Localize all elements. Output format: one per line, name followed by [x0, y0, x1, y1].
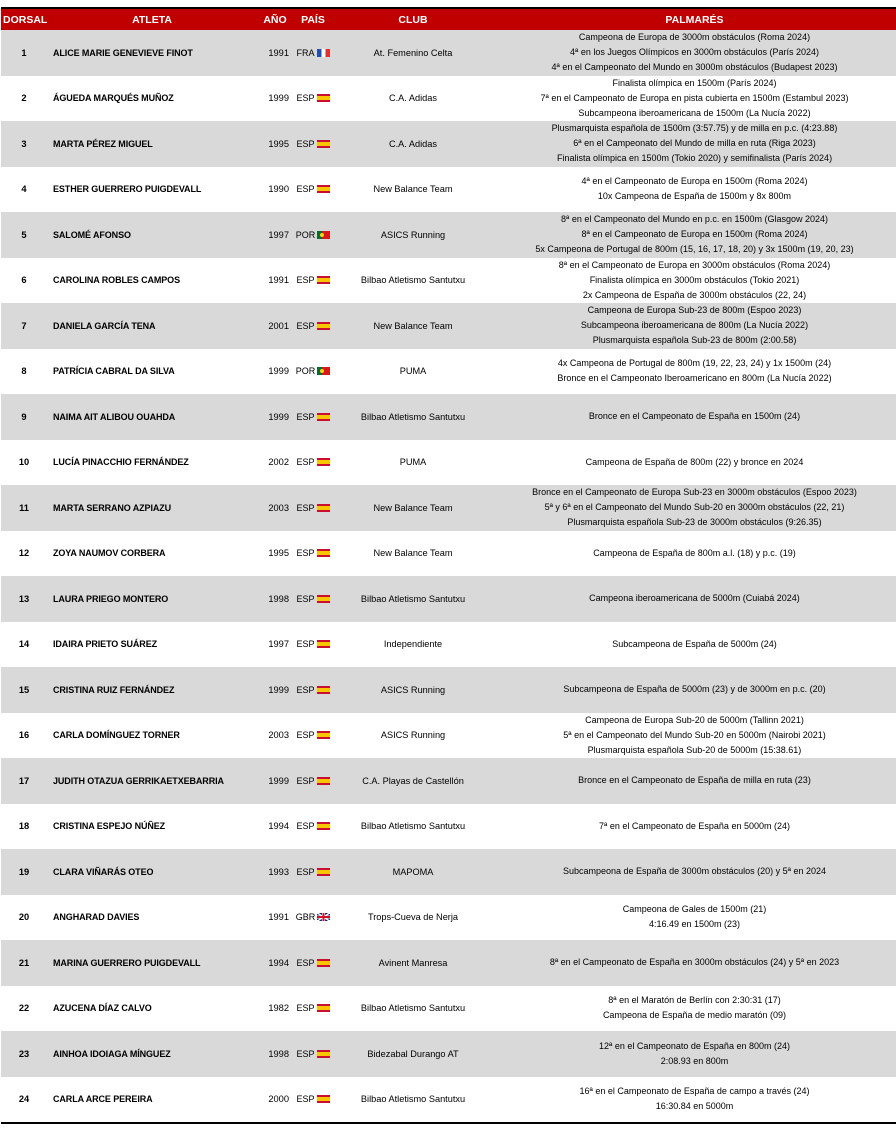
dorsal-cell: 6: [21, 275, 27, 286]
club-cell: PUMA: [399, 366, 427, 377]
dorsal-cell: 15: [18, 684, 30, 695]
club-cell: Independiente: [383, 639, 443, 650]
country-code: ESP: [296, 457, 315, 468]
country-cell: [293, 1003, 333, 1013]
dorsal-cell: 21: [18, 957, 30, 968]
country-cell: [293, 730, 333, 740]
palmares-cell: [493, 174, 896, 204]
dorsal-cell: 24: [18, 1094, 30, 1105]
country-cell: [293, 503, 333, 513]
country-code: ESP: [296, 866, 315, 877]
palmares-line: Bronce en el Campeonato de Europa Sub-23 en 3000m obstáculos (Espoo 2023): [532, 487, 857, 498]
palmares-line: 6ª en el Campeonato del Mundo de milla en ruta (Riga 2023): [573, 138, 816, 149]
palmares-cell: [493, 637, 896, 652]
country-code: ESP: [296, 1048, 315, 1059]
country-code: ESP: [296, 593, 315, 604]
country-cell: [293, 548, 333, 558]
palmares-line: 7ª en el Campeonato de España en 5000m (24): [599, 820, 790, 831]
country-cell: [293, 321, 333, 331]
palmares-line: Subcampeona de España de 5000m (24): [612, 638, 777, 649]
palmares-cell: [493, 485, 896, 530]
palmares-line: 8ª en el Campeonato del Mundo en p.c. en 1500m (Glasgow 2024): [561, 214, 828, 225]
table-row: [1, 440, 896, 486]
palmares-line: Campeona de Europa de 3000m obstáculos (Roma 2024): [578, 32, 811, 43]
club-cell: Bilbao Atletismo Santutxu: [360, 1003, 466, 1014]
birth-year: 2000: [268, 1094, 289, 1105]
dorsal-cell: 12: [18, 548, 30, 559]
country-code: ESP: [296, 639, 315, 650]
palmares-line: 5x Campeona de Portugal de 800m (15, 16, 17, 18, 20) y 3x 1500m (19, 20, 23): [535, 244, 854, 255]
table-row: [1, 986, 896, 1032]
country-code: ESP: [296, 957, 315, 968]
club-cell: New Balance Team: [373, 548, 453, 559]
table-row: [1, 713, 896, 759]
country-cell: [293, 412, 333, 422]
palmares-line: 4ª en el Campeonato del Mundo en 3000m obstáculos (Budapest 2023): [551, 62, 838, 73]
birth-year: 2001: [268, 320, 289, 331]
palmares-line: Subcampeona de España de 5000m (23) y de 3000m en p.c. (20): [563, 684, 826, 695]
flag-icon: [317, 959, 330, 967]
flag-icon: [317, 1095, 330, 1103]
table-row: [1, 76, 896, 122]
palmares-line: Bronce en el Campeonato de España en 1500m (24): [588, 411, 801, 422]
country-cell: [293, 912, 333, 922]
table-row: [1, 940, 896, 986]
country-cell: [293, 639, 333, 649]
country-code: ESP: [296, 138, 315, 149]
dorsal-cell: 10: [18, 457, 30, 468]
country-cell: [293, 1049, 333, 1059]
country-code: FRA: [296, 47, 315, 58]
palmares-cell: [493, 1084, 896, 1114]
country-code: POR: [295, 229, 316, 240]
flag-icon: [317, 276, 330, 284]
flag-icon: [317, 140, 330, 148]
club-cell: Avinent Manresa: [378, 957, 448, 968]
flag-icon: [317, 913, 330, 921]
table-header: [1, 7, 896, 30]
dorsal-cell: 19: [18, 866, 30, 877]
palmares-cell: [493, 713, 896, 758]
club-cell: Bilbao Atletismo Santutxu: [360, 593, 466, 604]
birth-year: 1997: [268, 639, 289, 650]
palmares-line: 8ª en el Maratón de Berlín con 2:30:31 (17): [608, 995, 781, 1006]
birth-year: 1999: [268, 366, 289, 377]
table-row: [1, 758, 896, 804]
palmares-line: 5ª y 6ª en el Campeonato del Mundo Sub-20 en 3000m obstáculos (22, 21): [544, 502, 845, 513]
palmares-line: 8ª en el Campeonato de España en 3000m obstáculos (24) y 5ª en 2023: [549, 957, 840, 968]
palmares-line: Subcampeona iberoamericana de 1500m (La Nucía 2022): [578, 107, 811, 118]
table-row: [1, 303, 896, 349]
dorsal-cell: 17: [18, 775, 30, 786]
palmares-cell: [493, 212, 896, 257]
table-row: [1, 804, 896, 850]
flag-icon: [317, 686, 330, 694]
athlete-name: MARTA PÉREZ MIGUEL: [53, 138, 153, 149]
flag-icon: [317, 549, 330, 557]
flag-icon: [317, 868, 330, 876]
table-row: [1, 622, 896, 668]
palmares-line: Campeona de España de 800m (22) y bronce en 2024: [585, 456, 804, 467]
palmares-cell: [493, 546, 896, 561]
palmares-cell: [493, 356, 896, 386]
country-cell: [293, 184, 333, 194]
athlete-name: MARINA GUERRERO PUIGDEVALL: [53, 957, 201, 968]
palmares-line: Campeona de Gales de 1500m (21): [622, 904, 767, 915]
palmares-line: 16:30.84 en 5000m: [655, 1101, 734, 1112]
birth-year: 1990: [268, 184, 289, 195]
birth-year: 2003: [268, 502, 289, 513]
club-cell: New Balance Team: [373, 320, 453, 331]
country-cell: [293, 594, 333, 604]
palmares-line: 10x Campeona de España de 1500m y 8x 800m: [597, 191, 792, 202]
athlete-name: CLARA VIÑARÁS OTEO: [53, 866, 154, 877]
palmares-line: Campeona iberoamericana de 5000m (Cuiabá 2024): [589, 593, 800, 604]
country-cell: [293, 275, 333, 285]
birth-year: 1994: [268, 821, 289, 832]
country-cell: [293, 457, 333, 467]
table-row: [1, 258, 896, 304]
country-code: ESP: [296, 93, 315, 104]
palmares-cell: [493, 682, 896, 697]
birth-year: 1994: [268, 957, 289, 968]
palmares-line: Subcampeona de España de 3000m obstáculos (20) y 5ª en 2024: [562, 866, 826, 877]
header-atleta: ATLETA: [132, 13, 172, 26]
athlete-name: DANIELA GARCÍA TENA: [53, 320, 156, 331]
flag-icon: [317, 231, 330, 239]
birth-year: 2002: [268, 457, 289, 468]
palmares-cell: [493, 864, 896, 879]
athlete-name: NAIMA AIT ALIBOU OUAHDA: [53, 411, 176, 422]
birth-year: 1993: [268, 866, 289, 877]
header-anio: AÑO: [263, 13, 287, 26]
palmares-cell: [493, 819, 896, 834]
table-row: [1, 212, 896, 258]
club-cell: Trops-Cueva de Nerja: [367, 912, 459, 923]
country-cell: [293, 48, 333, 58]
dorsal-cell: 22: [18, 1003, 30, 1014]
country-cell: [293, 821, 333, 831]
country-code: ESP: [296, 320, 315, 331]
palmares-line: Bronce en el Campeonato de España de milla en ruta (23): [578, 775, 811, 786]
dorsal-cell: 3: [21, 138, 27, 149]
club-cell: ASICS Running: [380, 684, 446, 695]
palmares-line: Subcampeona iberoamericana de 800m (La Nucía 2022): [580, 320, 809, 331]
country-code: POR: [295, 366, 316, 377]
country-cell: [293, 1094, 333, 1104]
palmares-line: 4ª en el Campeonato de Europa en 1500m (Roma 2024): [581, 176, 808, 187]
flag-icon: [317, 1004, 330, 1012]
palmares-line: Campeona de Europa Sub-23 de 800m (Espoo 2023): [587, 305, 802, 316]
country-code: ESP: [296, 1094, 315, 1105]
athlete-name: CRISTINA RUIZ FERNÁNDEZ: [53, 684, 175, 695]
athlete-name: SALOMÉ AFONSO: [53, 229, 131, 240]
table-row: [1, 121, 896, 167]
flag-icon: [317, 322, 330, 330]
palmares-line: 4x Campeona de Portugal de 800m (19, 22, 23, 24) y 1x 1500m (24): [557, 358, 832, 369]
dorsal-cell: 2: [21, 93, 27, 104]
country-cell: [293, 685, 333, 695]
palmares-cell: [493, 121, 896, 166]
country-code: ESP: [296, 775, 315, 786]
palmares-cell: [493, 591, 896, 606]
palmares-line: Finalista olímpica en 3000m obstáculos (Tokio 2021): [589, 274, 800, 285]
palmares-line: Plusmarquista española de 1500m (3:57.75) y de milla en p.c. (4:23.88): [551, 123, 838, 134]
dorsal-cell: 16: [18, 730, 30, 741]
club-cell: New Balance Team: [373, 502, 453, 513]
table-row: [1, 30, 896, 76]
palmares-line: Finalista olímpica en 1500m (París 2024): [612, 77, 777, 88]
birth-year: 1999: [268, 775, 289, 786]
birth-year: 1995: [268, 548, 289, 559]
table-row: [1, 576, 896, 622]
flag-icon: [317, 413, 330, 421]
flag-icon: [317, 458, 330, 466]
palmares-cell: [493, 76, 896, 121]
country-code: GBR: [295, 912, 316, 923]
athlete-name: CRISTINA ESPEJO NÚÑEZ: [53, 821, 166, 832]
club-cell: C.A. Adidas: [388, 93, 437, 104]
birth-year: 1998: [268, 593, 289, 604]
country-code: ESP: [296, 502, 315, 513]
athlete-name: ESTHER GUERRERO PUIGDEVALL: [53, 184, 202, 195]
flag-icon: [317, 777, 330, 785]
club-cell: Bilbao Atletismo Santutxu: [360, 1094, 466, 1105]
club-cell: Bilbao Atletismo Santutxu: [360, 411, 466, 422]
athlete-name: AZUCENA DÍAZ CALVO: [53, 1003, 152, 1014]
table-row: [1, 1031, 896, 1077]
athlete-name: ÁGUEDA MARQUÉS MUÑOZ: [53, 93, 174, 104]
athlete-name: CAROLINA ROBLES CAMPOS: [53, 275, 180, 286]
country-code: ESP: [296, 684, 315, 695]
palmares-line: Plusmarquista española Sub-23 de 3000m obstáculos (9:26.35): [567, 517, 822, 528]
flag-icon: [317, 822, 330, 830]
table-row: [1, 895, 896, 941]
flag-icon: [317, 367, 330, 375]
country-cell: [293, 366, 333, 376]
flag-icon: [317, 94, 330, 102]
table-row: [1, 531, 896, 577]
club-cell: C.A. Adidas: [388, 138, 437, 149]
athlete-name: CARLA DOMÍNGUEZ TORNER: [53, 730, 180, 741]
birth-year: 1998: [268, 1048, 289, 1059]
club-cell: Bidezabal Durango AT: [367, 1048, 459, 1059]
birth-year: 1999: [268, 684, 289, 695]
dorsal-cell: 11: [19, 502, 29, 513]
palmares-cell: [493, 993, 896, 1023]
palmares-line: 2:08.93 en 800m: [660, 1055, 729, 1066]
palmares-cell: [493, 258, 896, 303]
club-cell: ASICS Running: [380, 730, 446, 741]
table-row: [1, 485, 896, 531]
flag-icon: [317, 640, 330, 648]
palmares-cell: [493, 1039, 896, 1069]
palmares-cell: [493, 30, 896, 75]
country-code: ESP: [296, 548, 315, 559]
club-cell: Bilbao Atletismo Santutxu: [360, 275, 466, 286]
country-cell: [293, 139, 333, 149]
flag-icon: [317, 731, 330, 739]
palmares-line: Plusmarquista española Sub-20 de 5000m (15:38.61): [587, 744, 802, 755]
country-code: ESP: [296, 1003, 315, 1014]
dorsal-cell: 8: [21, 366, 27, 377]
palmares-line: 2x Campeona de España de 3000m obstáculos (22, 24): [582, 289, 807, 300]
table-row: [1, 1077, 896, 1123]
club-cell: MAPOMA: [392, 866, 434, 877]
dorsal-cell: 9: [21, 411, 27, 422]
palmares-line: Plusmarquista española Sub-23 de 800m (2:00.58): [592, 335, 797, 346]
club-cell: C.A. Playas de Castellón: [362, 775, 464, 786]
table-row: [1, 849, 896, 895]
athlete-name: PATRÍCIA CABRAL DA SILVA: [53, 366, 175, 377]
athletes-table: [1, 7, 896, 1124]
palmares-line: Campeona de España de medio maratón (09): [602, 1010, 787, 1021]
palmares-line: 16ª en el Campeonato de España de campo a través (24): [579, 1086, 810, 1097]
palmares-line: 7ª en el Campeonato de Europa en pista cubierta en 1500m (Estambul 2023): [540, 92, 849, 103]
athlete-name: ANGHARAD DAVIES: [53, 912, 140, 923]
athlete-name: LUCÍA PINACCHIO FERNÁNDEZ: [53, 457, 189, 468]
athlete-name: JUDITH OTAZUA GERRIKAETXEBARRIA: [53, 775, 224, 786]
palmares-line: Campeona de España de 800m a.l. (18) y p.c. (19): [593, 547, 796, 558]
palmares-line: Bronce en el Campeonato Iberoamericano en 800m (La Nucía 2022): [557, 373, 832, 384]
table-row: [1, 394, 896, 440]
table-body: [1, 30, 896, 1124]
club-cell: At. Femenino Celta: [373, 47, 453, 58]
palmares-cell: [493, 773, 896, 788]
flag-icon: [317, 504, 330, 512]
palmares-cell: [493, 409, 896, 424]
club-cell: PUMA: [399, 457, 427, 468]
table-row: [1, 667, 896, 713]
palmares-cell: [493, 955, 896, 970]
country-code: ESP: [296, 275, 315, 286]
club-cell: ASICS Running: [380, 229, 446, 240]
club-cell: Bilbao Atletismo Santutxu: [360, 821, 466, 832]
dorsal-cell: 23: [18, 1048, 30, 1059]
country-code: ESP: [296, 821, 315, 832]
country-code: ESP: [296, 184, 315, 195]
birth-year: 1991: [268, 47, 289, 58]
country-cell: [293, 867, 333, 877]
flag-icon: [317, 185, 330, 193]
birth-year: 1997: [268, 229, 289, 240]
birth-year: 1995: [268, 138, 289, 149]
flag-icon: [317, 1050, 330, 1058]
flag-icon: [317, 595, 330, 603]
table-row: [1, 349, 896, 395]
athlete-name: MARTA SERRANO AZPIAZU: [53, 502, 172, 513]
palmares-line: Campeona de Europa Sub-20 de 5000m (Tallinn 2021): [585, 714, 804, 725]
palmares-cell: [493, 303, 896, 348]
dorsal-cell: 13: [18, 593, 30, 604]
country-code: ESP: [296, 730, 315, 741]
birth-year: 1999: [268, 411, 289, 422]
dorsal-cell: 4: [21, 184, 27, 195]
country-code: ESP: [296, 411, 315, 422]
birth-year: 1991: [268, 912, 289, 923]
athlete-name: IDAIRA PRIETO SUÁREZ: [53, 639, 158, 650]
birth-year: 1982: [268, 1003, 289, 1014]
header-pais: PAÍS: [301, 13, 325, 26]
athlete-name: AINHOA IDOIAGA MÍNGUEZ: [53, 1048, 171, 1059]
country-cell: [293, 776, 333, 786]
dorsal-cell: 5: [21, 229, 27, 240]
table-row: [1, 167, 896, 213]
palmares-line: 4:16.49 en 1500m (23): [648, 919, 741, 930]
country-cell: [293, 958, 333, 968]
palmares-line: 4ª en los Juegos Olímpicos en 3000m obstáculos (París 2024): [570, 47, 819, 58]
header-club: CLUB: [398, 13, 428, 26]
birth-year: 1999: [268, 93, 289, 104]
header-palmares: PALMARÉS: [665, 13, 724, 26]
palmares-line: 12ª en el Campeonato de España en 800m (24): [599, 1040, 790, 1051]
birth-year: 1991: [268, 275, 289, 286]
palmares-line: Finalista olímpica en 1500m (Tokio 2020) y semifinalista (París 2024): [556, 153, 833, 164]
palmares-line: 8ª en el Campeonato de Europa en 3000m obstáculos (Roma 2024): [558, 259, 831, 270]
athlete-name: CARLA ARCE PEREIRA: [53, 1094, 153, 1105]
athlete-name: ALICE MARIE GENEVIEVE FINOT: [53, 47, 193, 58]
dorsal-cell: 18: [18, 821, 30, 832]
palmares-cell: [493, 455, 896, 470]
club-cell: New Balance Team: [373, 184, 453, 195]
header-dorsal: DORSAL: [3, 13, 48, 26]
birth-year: 2003: [268, 730, 289, 741]
dorsal-cell: 20: [18, 912, 30, 923]
palmares-cell: [493, 902, 896, 932]
country-cell: [293, 230, 333, 240]
athlete-name: LAURA PRIEGO MONTERO: [53, 593, 169, 604]
dorsal-cell: 7: [21, 320, 27, 331]
dorsal-cell: 14: [18, 639, 30, 650]
palmares-line: 8ª en el Campeonato de Europa en 1500m (Roma 2024): [581, 229, 808, 240]
dorsal-cell: 1: [21, 47, 27, 58]
palmares-line: 5ª en el Campeonato del Mundo Sub-20 en 5000m (Nairobi 2021): [563, 729, 826, 740]
flag-icon: [317, 49, 330, 57]
country-cell: [293, 93, 333, 103]
athlete-name: ZOYA NAUMOV CORBERA: [53, 548, 166, 559]
